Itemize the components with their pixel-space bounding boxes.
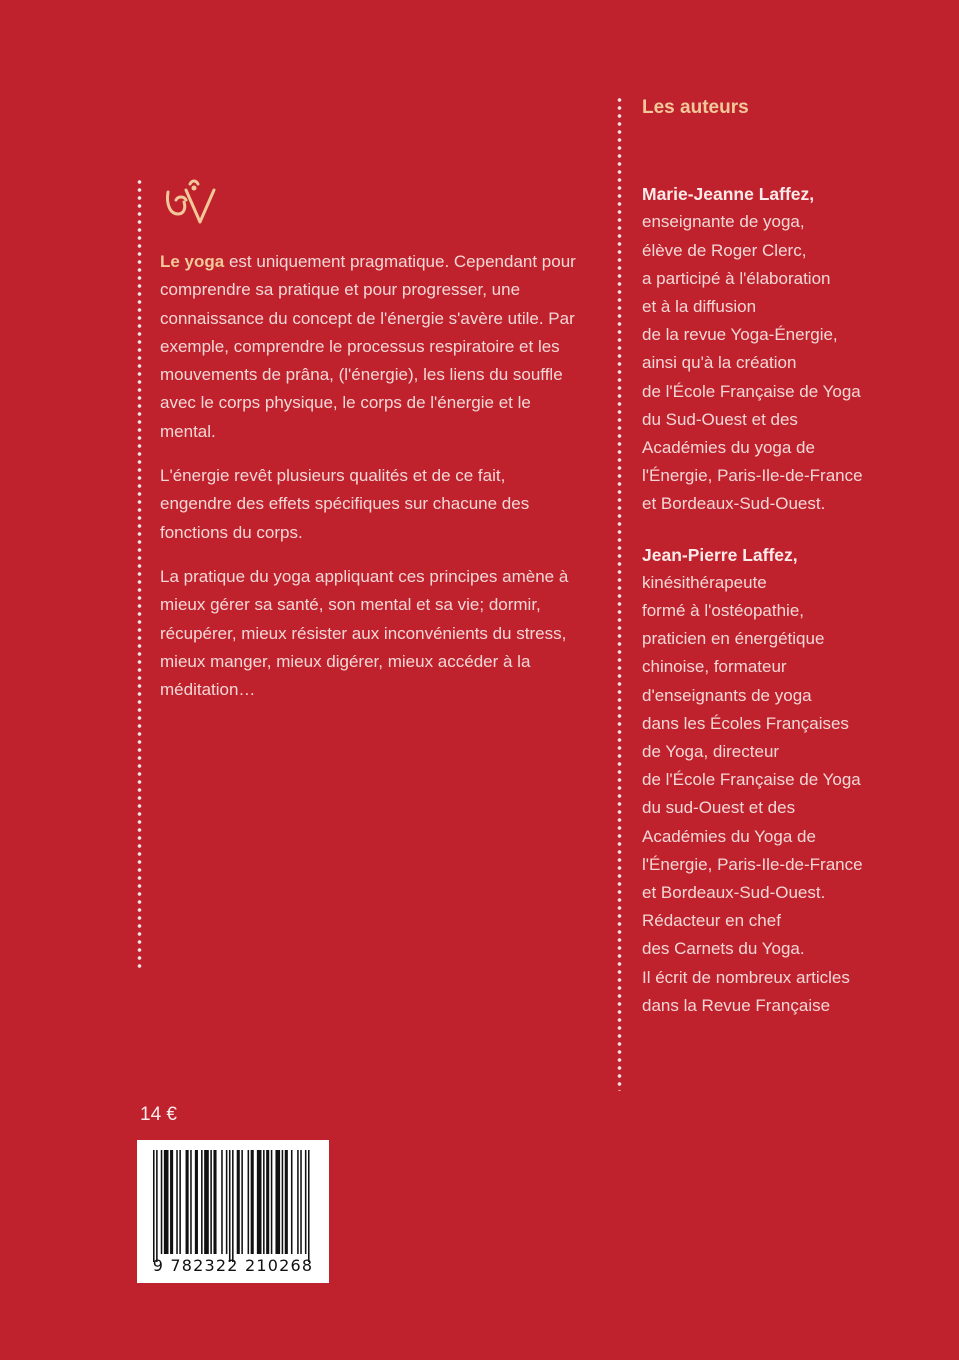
left-dotted-rule <box>137 178 142 968</box>
barcode-bar <box>153 1150 155 1262</box>
author-bio-line: kinésithérapeute <box>642 572 767 592</box>
intro-p1-text: est uniquement pragmatique. Cependant pour comprendre sa pratique et pour progresser, une connaissance du concept de l'énergie s'avère utile. Par exemple, comprendre le processus respiratoire et les mouvements de prâna, (l'énergie), les liens du souffle avec le corps physique, le corps de l'énergie et le mental. <box>160 252 576 441</box>
barcode-bar <box>204 1150 209 1254</box>
author-bio-line: d'enseignants de yoga <box>642 685 812 705</box>
barcode-bar <box>226 1150 228 1254</box>
barcode-bar <box>161 1150 163 1254</box>
barcode-bar <box>170 1150 173 1254</box>
price-label: 14 € <box>140 1104 177 1125</box>
author-bio-line: formé à l'ostéopathie, <box>642 601 805 621</box>
barcode-bar <box>241 1150 243 1254</box>
author-bio-line: et Bordeaux-Sud-Ouest. <box>642 494 826 514</box>
barcode-bar <box>257 1150 262 1254</box>
barcode-bar <box>305 1150 307 1254</box>
author-bio-line: et Bordeaux-Sud-Ouest. <box>642 883 826 903</box>
barcode-bar <box>263 1150 265 1254</box>
author-bio-line: du Sud-Ouest et des <box>642 409 798 429</box>
author-bio-line: de l'École Française de Yoga <box>642 770 861 790</box>
author-bio-line: enseignante de yoga, <box>642 212 805 232</box>
barcode <box>137 1140 329 1283</box>
barcode-bar <box>275 1150 280 1254</box>
barcode-bar <box>271 1150 273 1254</box>
barcode-bar <box>248 1150 250 1254</box>
barcode-bar <box>297 1150 299 1254</box>
author-bio-line: chinoise, formateur <box>642 657 787 677</box>
author-bio-line: Académies du Yoga de <box>642 826 816 846</box>
author-1 <box>642 180 942 518</box>
barcode-bar <box>308 1150 310 1262</box>
author-bio-line: a participé à l'élaboration <box>642 268 831 288</box>
author-bio-line: élève de Roger Clerc, <box>642 240 807 260</box>
barcode-bar <box>190 1150 192 1254</box>
author-bio-line: Académies du yoga de <box>642 438 815 458</box>
author-bio-line: ainsi qu'à la création <box>642 353 797 373</box>
isbn-number: 9 782322 210268 <box>152 1256 314 1275</box>
author-bio-line: praticien en énergétique <box>642 629 825 649</box>
barcode-bar <box>266 1150 269 1254</box>
author-bio-line: de l'École Française de Yoga <box>642 381 861 401</box>
barcode-bar <box>221 1150 223 1254</box>
intro-paragraph-2: L'énergie revêt plusieurs qualités et de ce fait, engendre des effets spécifiques sur chacune des fonctions du corps. <box>160 466 530 542</box>
barcode-bar <box>201 1150 203 1254</box>
intro-paragraph-3: La pratique du yoga appliquant ces principes amène à mieux gérer sa santé, son mental et sa vie; dormir, récupérer, mieux résister aux inconvénients du stress, mieux manger, mieux digérer, mieux accéder à la méditation… <box>160 566 569 700</box>
author-name: Marie-Jeanne Laffez, <box>642 184 815 205</box>
authors-column <box>642 94 942 1042</box>
right-dotted-rule <box>617 96 622 1091</box>
author-bio-line: de la revue Yoga-Énergie, <box>642 325 838 345</box>
intro-text <box>160 248 580 720</box>
barcode-bar <box>237 1150 240 1254</box>
intro-lead: Le yoga <box>160 252 225 271</box>
author-bio-line: dans les Écoles Françaises <box>642 713 849 733</box>
barcode-bar <box>213 1150 216 1254</box>
author-bio-line: Il écrit de nombreux articles <box>642 967 850 987</box>
author-bio-line: des Carnets du Yoga. <box>642 939 805 959</box>
barcode-bar <box>282 1150 284 1254</box>
author-bio-line: dans la Revue Française <box>642 995 831 1015</box>
barcode-bar <box>176 1150 178 1254</box>
barcode-bar <box>156 1150 158 1262</box>
barcode-bar <box>229 1150 231 1262</box>
author-bio-line: l'Énergie, Paris-Ile-de-France <box>642 466 863 486</box>
intro-paragraph-1 <box>160 248 580 446</box>
barcode-bar <box>179 1150 181 1254</box>
barcode-bar <box>210 1150 212 1254</box>
barcode-bar <box>195 1150 198 1254</box>
barcode-bar <box>164 1150 169 1254</box>
author-bio-line: l'Énergie, Paris-Ile-de-France <box>642 854 863 874</box>
barcode-bar <box>285 1150 288 1254</box>
barcode-bar <box>291 1150 293 1254</box>
barcode-bar <box>232 1150 234 1262</box>
author-bio-line: de Yoga, directeur <box>642 742 780 762</box>
author-bio-line: Rédacteur en chef <box>642 911 781 931</box>
authors-heading: Les auteurs <box>642 97 749 118</box>
author-name: Jean-Pierre Laffez, <box>642 544 798 565</box>
author-bio-line: et à la diffusion <box>642 297 757 317</box>
author-2 <box>642 541 942 1020</box>
author-bio-line: du sud-Ouest et des <box>642 798 796 818</box>
barcode-bar <box>300 1150 302 1254</box>
om-symbol-icon <box>160 178 220 228</box>
barcode-bar <box>251 1150 254 1254</box>
barcode-bar <box>186 1150 189 1254</box>
